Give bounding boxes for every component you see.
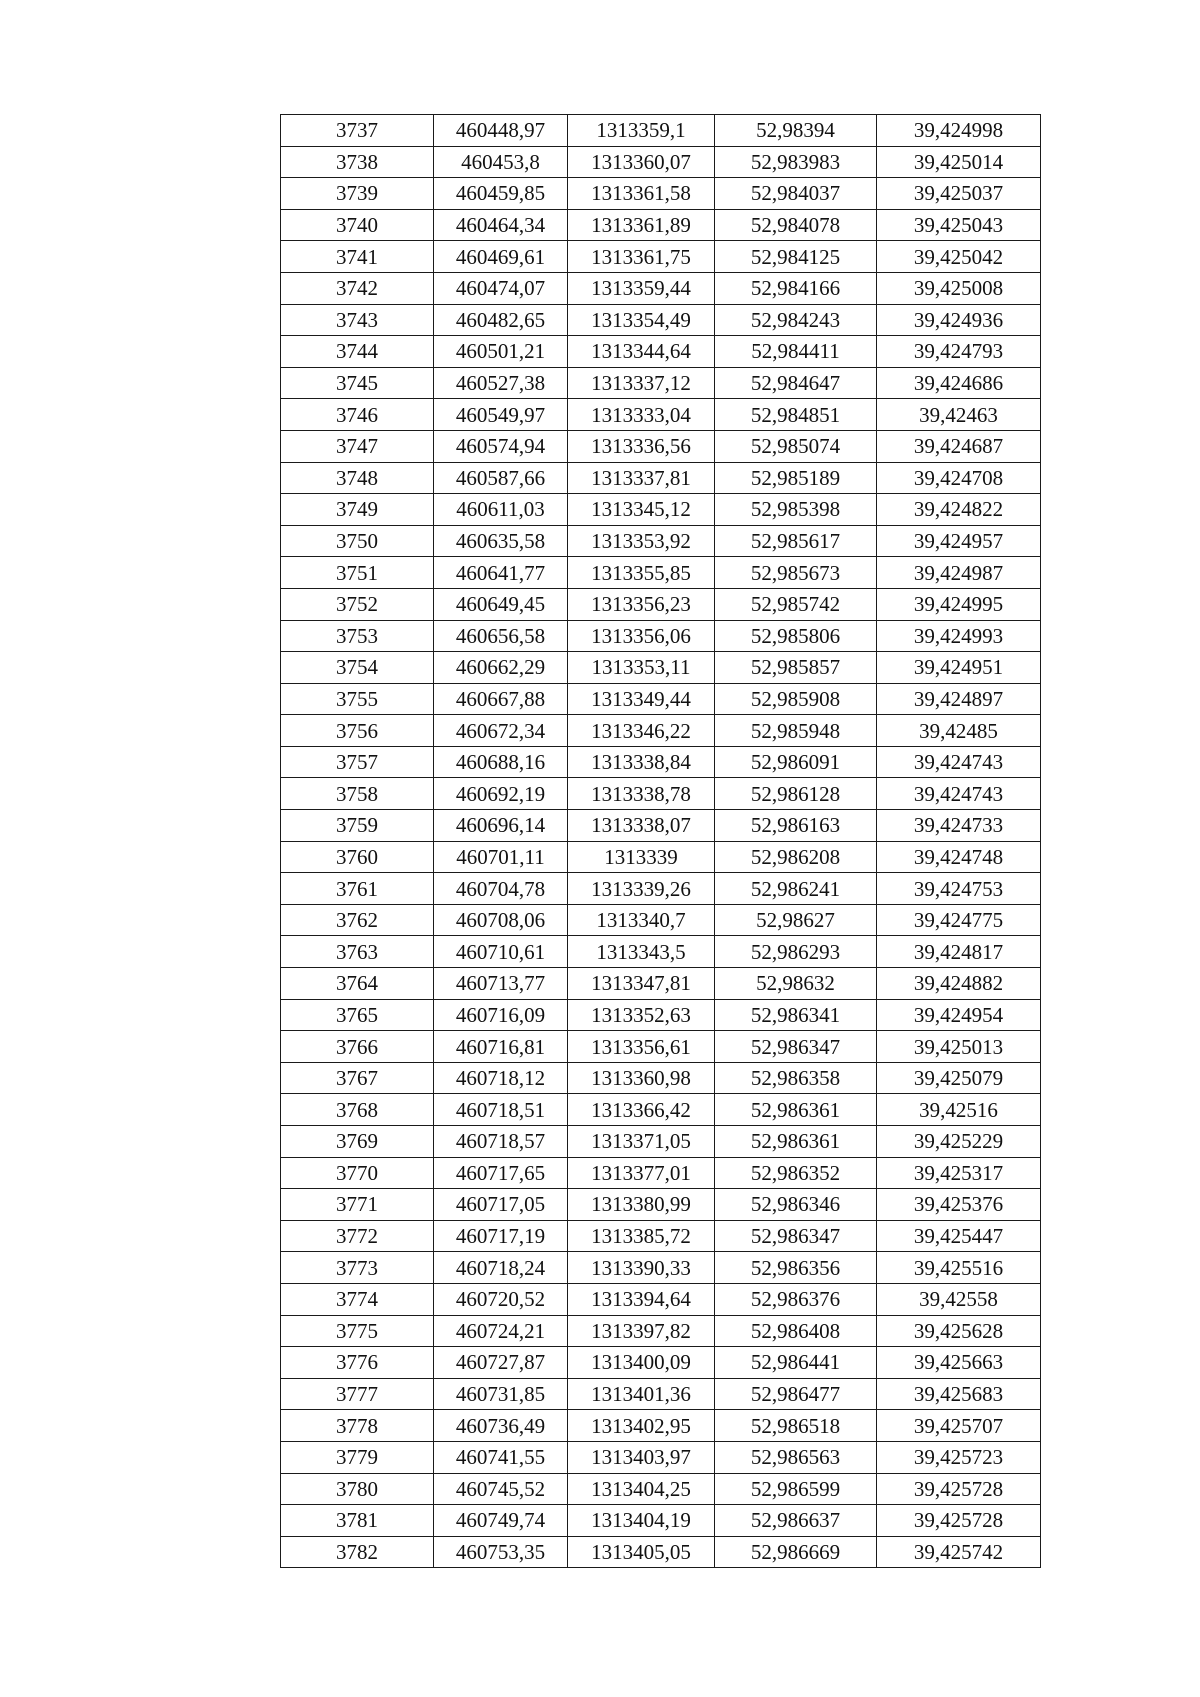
- point-number-cell: 3740: [281, 209, 434, 241]
- x-coordinate-cell: 460448,97: [434, 115, 568, 147]
- table-row: [281, 683, 1041, 715]
- longitude-cell: 39,425079: [877, 1062, 1041, 1094]
- latitude-cell: 52,984078: [715, 209, 877, 241]
- x-coordinate-cell: 460724,21: [434, 1315, 568, 1347]
- point-number-cell: 3744: [281, 336, 434, 368]
- latitude-cell: 52,98627: [715, 904, 877, 936]
- x-coordinate-cell: 460718,12: [434, 1062, 568, 1094]
- x-coordinate-cell: 460662,29: [434, 652, 568, 684]
- longitude-cell: 39,425447: [877, 1220, 1041, 1252]
- point-number-cell: 3742: [281, 272, 434, 304]
- x-coordinate-cell: 460672,34: [434, 715, 568, 747]
- latitude-cell: 52,986208: [715, 841, 877, 873]
- longitude-cell: 39,425014: [877, 146, 1041, 178]
- point-number-cell: 3748: [281, 462, 434, 494]
- table-row: [281, 1315, 1041, 1347]
- longitude-cell: 39,424822: [877, 494, 1041, 526]
- latitude-cell: 52,984851: [715, 399, 877, 431]
- latitude-cell: 52,986361: [715, 1126, 877, 1158]
- x-coordinate-cell: 460710,61: [434, 936, 568, 968]
- y-coordinate-cell: 1313339,26: [568, 873, 715, 905]
- latitude-cell: 52,986091: [715, 746, 877, 778]
- table-row: [281, 494, 1041, 526]
- y-coordinate-cell: 1313385,72: [568, 1220, 715, 1252]
- y-coordinate-cell: 1313400,09: [568, 1347, 715, 1379]
- table-row: [281, 778, 1041, 810]
- table-row: [281, 1189, 1041, 1221]
- longitude-cell: 39,424936: [877, 304, 1041, 336]
- y-coordinate-cell: 1313361,58: [568, 178, 715, 210]
- x-coordinate-cell: 460667,88: [434, 683, 568, 715]
- point-number-cell: 3776: [281, 1347, 434, 1379]
- x-coordinate-cell: 460574,94: [434, 430, 568, 462]
- table-row: [281, 430, 1041, 462]
- latitude-cell: 52,986128: [715, 778, 877, 810]
- table-row: [281, 209, 1041, 241]
- latitude-cell: 52,985074: [715, 430, 877, 462]
- y-coordinate-cell: 1313371,05: [568, 1126, 715, 1158]
- point-number-cell: 3754: [281, 652, 434, 684]
- table-row: [281, 1062, 1041, 1094]
- x-coordinate-cell: 460741,55: [434, 1441, 568, 1473]
- y-coordinate-cell: 1313404,19: [568, 1505, 715, 1537]
- x-coordinate-cell: 460641,77: [434, 557, 568, 589]
- point-number-cell: 3774: [281, 1283, 434, 1315]
- longitude-cell: 39,424993: [877, 620, 1041, 652]
- longitude-cell: 39,425663: [877, 1347, 1041, 1379]
- x-coordinate-cell: 460549,97: [434, 399, 568, 431]
- point-number-cell: 3738: [281, 146, 434, 178]
- x-coordinate-cell: 460482,65: [434, 304, 568, 336]
- latitude-cell: 52,986637: [715, 1505, 877, 1537]
- longitude-cell: 39,425013: [877, 1031, 1041, 1063]
- table-row: [281, 525, 1041, 557]
- longitude-cell: 39,424817: [877, 936, 1041, 968]
- table-row: [281, 999, 1041, 1031]
- point-number-cell: 3767: [281, 1062, 434, 1094]
- y-coordinate-cell: 1313353,92: [568, 525, 715, 557]
- point-number-cell: 3761: [281, 873, 434, 905]
- y-coordinate-cell: 1313338,07: [568, 810, 715, 842]
- latitude-cell: 52,986441: [715, 1347, 877, 1379]
- y-coordinate-cell: 1313340,7: [568, 904, 715, 936]
- latitude-cell: 52,986347: [715, 1031, 877, 1063]
- y-coordinate-cell: 1313338,78: [568, 778, 715, 810]
- point-number-cell: 3763: [281, 936, 434, 968]
- longitude-cell: 39,425042: [877, 241, 1041, 273]
- y-coordinate-cell: 1313344,64: [568, 336, 715, 368]
- point-number-cell: 3782: [281, 1536, 434, 1568]
- latitude-cell: 52,986163: [715, 810, 877, 842]
- x-coordinate-cell: 460635,58: [434, 525, 568, 557]
- x-coordinate-cell: 460753,35: [434, 1536, 568, 1568]
- latitude-cell: 52,986376: [715, 1283, 877, 1315]
- longitude-cell: 39,424753: [877, 873, 1041, 905]
- table-row: [281, 367, 1041, 399]
- longitude-cell: 39,424987: [877, 557, 1041, 589]
- point-number-cell: 3749: [281, 494, 434, 526]
- x-coordinate-cell: 460474,07: [434, 272, 568, 304]
- y-coordinate-cell: 1313390,33: [568, 1252, 715, 1284]
- table-row: [281, 1094, 1041, 1126]
- table-row: [281, 115, 1041, 147]
- point-number-cell: 3755: [281, 683, 434, 715]
- x-coordinate-cell: 460469,61: [434, 241, 568, 273]
- y-coordinate-cell: 1313349,44: [568, 683, 715, 715]
- latitude-cell: 52,984647: [715, 367, 877, 399]
- longitude-cell: 39,424793: [877, 336, 1041, 368]
- longitude-cell: 39,424708: [877, 462, 1041, 494]
- table-row: [281, 841, 1041, 873]
- longitude-cell: 39,424957: [877, 525, 1041, 557]
- table-row: [281, 652, 1041, 684]
- latitude-cell: 52,985398: [715, 494, 877, 526]
- longitude-cell: 39,424743: [877, 778, 1041, 810]
- table-row: [281, 557, 1041, 589]
- y-coordinate-cell: 1313405,05: [568, 1536, 715, 1568]
- point-number-cell: 3771: [281, 1189, 434, 1221]
- x-coordinate-cell: 460720,52: [434, 1283, 568, 1315]
- y-coordinate-cell: 1313356,06: [568, 620, 715, 652]
- point-number-cell: 3752: [281, 588, 434, 620]
- longitude-cell: 39,425628: [877, 1315, 1041, 1347]
- table-row: [281, 715, 1041, 747]
- longitude-cell: 39,425317: [877, 1157, 1041, 1189]
- point-number-cell: 3781: [281, 1505, 434, 1537]
- latitude-cell: 52,986361: [715, 1094, 877, 1126]
- longitude-cell: 39,425742: [877, 1536, 1041, 1568]
- y-coordinate-cell: 1313402,95: [568, 1410, 715, 1442]
- table-row: [281, 588, 1041, 620]
- latitude-cell: 52,985857: [715, 652, 877, 684]
- table-row: [281, 1157, 1041, 1189]
- x-coordinate-cell: 460464,34: [434, 209, 568, 241]
- latitude-cell: 52,984125: [715, 241, 877, 273]
- longitude-cell: 39,425728: [877, 1505, 1041, 1537]
- y-coordinate-cell: 1313404,25: [568, 1473, 715, 1505]
- y-coordinate-cell: 1313401,36: [568, 1378, 715, 1410]
- x-coordinate-cell: 460717,19: [434, 1220, 568, 1252]
- x-coordinate-cell: 460716,09: [434, 999, 568, 1031]
- latitude-cell: 52,986518: [715, 1410, 877, 1442]
- table-row: [281, 1220, 1041, 1252]
- latitude-cell: 52,98632: [715, 968, 877, 1000]
- x-coordinate-cell: 460736,49: [434, 1410, 568, 1442]
- point-number-cell: 3743: [281, 304, 434, 336]
- latitude-cell: 52,985617: [715, 525, 877, 557]
- longitude-cell: 39,424951: [877, 652, 1041, 684]
- table-row: [281, 1536, 1041, 1568]
- latitude-cell: 52,983983: [715, 146, 877, 178]
- point-number-cell: 3760: [281, 841, 434, 873]
- longitude-cell: 39,424748: [877, 841, 1041, 873]
- longitude-cell: 39,42516: [877, 1094, 1041, 1126]
- point-number-cell: 3746: [281, 399, 434, 431]
- y-coordinate-cell: 1313356,23: [568, 588, 715, 620]
- latitude-cell: 52,985948: [715, 715, 877, 747]
- table-row: [281, 1126, 1041, 1158]
- y-coordinate-cell: 1313356,61: [568, 1031, 715, 1063]
- y-coordinate-cell: 1313394,64: [568, 1283, 715, 1315]
- point-number-cell: 3762: [281, 904, 434, 936]
- latitude-cell: 52,986346: [715, 1189, 877, 1221]
- point-number-cell: 3779: [281, 1441, 434, 1473]
- x-coordinate-cell: 460749,74: [434, 1505, 568, 1537]
- longitude-cell: 39,425723: [877, 1441, 1041, 1473]
- table-row: [281, 620, 1041, 652]
- latitude-cell: 52,986341: [715, 999, 877, 1031]
- y-coordinate-cell: 1313337,81: [568, 462, 715, 494]
- table-row: [281, 904, 1041, 936]
- x-coordinate-cell: 460727,87: [434, 1347, 568, 1379]
- y-coordinate-cell: 1313361,89: [568, 209, 715, 241]
- x-coordinate-cell: 460731,85: [434, 1378, 568, 1410]
- longitude-cell: 39,424897: [877, 683, 1041, 715]
- point-number-cell: 3745: [281, 367, 434, 399]
- latitude-cell: 52,986356: [715, 1252, 877, 1284]
- x-coordinate-cell: 460718,24: [434, 1252, 568, 1284]
- longitude-cell: 39,42558: [877, 1283, 1041, 1315]
- x-coordinate-cell: 460688,16: [434, 746, 568, 778]
- y-coordinate-cell: 1313333,04: [568, 399, 715, 431]
- longitude-cell: 39,424882: [877, 968, 1041, 1000]
- x-coordinate-cell: 460587,66: [434, 462, 568, 494]
- x-coordinate-cell: 460716,81: [434, 1031, 568, 1063]
- x-coordinate-cell: 460704,78: [434, 873, 568, 905]
- longitude-cell: 39,42463: [877, 399, 1041, 431]
- y-coordinate-cell: 1313339: [568, 841, 715, 873]
- y-coordinate-cell: 1313380,99: [568, 1189, 715, 1221]
- y-coordinate-cell: 1313338,84: [568, 746, 715, 778]
- x-coordinate-cell: 460501,21: [434, 336, 568, 368]
- x-coordinate-cell: 460708,06: [434, 904, 568, 936]
- table-row: [281, 304, 1041, 336]
- table-row: [281, 968, 1041, 1000]
- longitude-cell: 39,424954: [877, 999, 1041, 1031]
- point-number-cell: 3739: [281, 178, 434, 210]
- x-coordinate-cell: 460611,03: [434, 494, 568, 526]
- point-number-cell: 3764: [281, 968, 434, 1000]
- longitude-cell: 39,424733: [877, 810, 1041, 842]
- y-coordinate-cell: 1313397,82: [568, 1315, 715, 1347]
- point-number-cell: 3757: [281, 746, 434, 778]
- point-number-cell: 3769: [281, 1126, 434, 1158]
- longitude-cell: 39,425376: [877, 1189, 1041, 1221]
- x-coordinate-cell: 460717,05: [434, 1189, 568, 1221]
- x-coordinate-cell: 460718,51: [434, 1094, 568, 1126]
- y-coordinate-cell: 1313359,44: [568, 272, 715, 304]
- latitude-cell: 52,986477: [715, 1378, 877, 1410]
- x-coordinate-cell: 460656,58: [434, 620, 568, 652]
- latitude-cell: 52,984037: [715, 178, 877, 210]
- y-coordinate-cell: 1313403,97: [568, 1441, 715, 1473]
- point-number-cell: 3772: [281, 1220, 434, 1252]
- table-row: [281, 1410, 1041, 1442]
- point-number-cell: 3773: [281, 1252, 434, 1284]
- point-number-cell: 3758: [281, 778, 434, 810]
- point-number-cell: 3751: [281, 557, 434, 589]
- latitude-cell: 52,986352: [715, 1157, 877, 1189]
- x-coordinate-cell: 460713,77: [434, 968, 568, 1000]
- table-row: [281, 336, 1041, 368]
- latitude-cell: 52,985742: [715, 588, 877, 620]
- point-number-cell: 3756: [281, 715, 434, 747]
- x-coordinate-cell: 460696,14: [434, 810, 568, 842]
- latitude-cell: 52,986347: [715, 1220, 877, 1252]
- y-coordinate-cell: 1313359,1: [568, 115, 715, 147]
- latitude-cell: 52,985908: [715, 683, 877, 715]
- point-number-cell: 3747: [281, 430, 434, 462]
- x-coordinate-cell: 460649,45: [434, 588, 568, 620]
- longitude-cell: 39,424998: [877, 115, 1041, 147]
- table-row: [281, 1441, 1041, 1473]
- y-coordinate-cell: 1313336,56: [568, 430, 715, 462]
- y-coordinate-cell: 1313360,07: [568, 146, 715, 178]
- x-coordinate-cell: 460701,11: [434, 841, 568, 873]
- point-number-cell: 3753: [281, 620, 434, 652]
- longitude-cell: 39,424743: [877, 746, 1041, 778]
- table-row: [281, 1031, 1041, 1063]
- x-coordinate-cell: 460459,85: [434, 178, 568, 210]
- point-number-cell: 3737: [281, 115, 434, 147]
- coordinates-table: [280, 114, 1041, 1568]
- point-number-cell: 3768: [281, 1094, 434, 1126]
- latitude-cell: 52,986358: [715, 1062, 877, 1094]
- point-number-cell: 3759: [281, 810, 434, 842]
- point-number-cell: 3765: [281, 999, 434, 1031]
- longitude-cell: 39,425683: [877, 1378, 1041, 1410]
- y-coordinate-cell: 1313345,12: [568, 494, 715, 526]
- longitude-cell: 39,42485: [877, 715, 1041, 747]
- point-number-cell: 3777: [281, 1378, 434, 1410]
- y-coordinate-cell: 1313353,11: [568, 652, 715, 684]
- longitude-cell: 39,424686: [877, 367, 1041, 399]
- y-coordinate-cell: 1313346,22: [568, 715, 715, 747]
- point-number-cell: 3741: [281, 241, 434, 273]
- longitude-cell: 39,425516: [877, 1252, 1041, 1284]
- y-coordinate-cell: 1313343,5: [568, 936, 715, 968]
- longitude-cell: 39,425037: [877, 178, 1041, 210]
- latitude-cell: 52,986408: [715, 1315, 877, 1347]
- x-coordinate-cell: 460453,8: [434, 146, 568, 178]
- y-coordinate-cell: 1313355,85: [568, 557, 715, 589]
- y-coordinate-cell: 1313354,49: [568, 304, 715, 336]
- table-row: [281, 746, 1041, 778]
- table-row: [281, 241, 1041, 273]
- table-row: [281, 272, 1041, 304]
- longitude-cell: 39,425008: [877, 272, 1041, 304]
- y-coordinate-cell: 1313347,81: [568, 968, 715, 1000]
- table-row: [281, 146, 1041, 178]
- table-row: [281, 1252, 1041, 1284]
- x-coordinate-cell: 460745,52: [434, 1473, 568, 1505]
- latitude-cell: 52,986599: [715, 1473, 877, 1505]
- table-row: [281, 1378, 1041, 1410]
- latitude-cell: 52,986293: [715, 936, 877, 968]
- y-coordinate-cell: 1313337,12: [568, 367, 715, 399]
- y-coordinate-cell: 1313366,42: [568, 1094, 715, 1126]
- longitude-cell: 39,424775: [877, 904, 1041, 936]
- latitude-cell: 52,985806: [715, 620, 877, 652]
- y-coordinate-cell: 1313360,98: [568, 1062, 715, 1094]
- latitude-cell: 52,986241: [715, 873, 877, 905]
- latitude-cell: 52,984166: [715, 272, 877, 304]
- table-row: [281, 399, 1041, 431]
- point-number-cell: 3750: [281, 525, 434, 557]
- longitude-cell: 39,425229: [877, 1126, 1041, 1158]
- longitude-cell: 39,425043: [877, 209, 1041, 241]
- longitude-cell: 39,424995: [877, 588, 1041, 620]
- table-row: [281, 810, 1041, 842]
- table-row: [281, 462, 1041, 494]
- latitude-cell: 52,986669: [715, 1536, 877, 1568]
- table-row: [281, 936, 1041, 968]
- point-number-cell: 3770: [281, 1157, 434, 1189]
- x-coordinate-cell: 460527,38: [434, 367, 568, 399]
- longitude-cell: 39,425707: [877, 1410, 1041, 1442]
- latitude-cell: 52,986563: [715, 1441, 877, 1473]
- y-coordinate-cell: 1313352,63: [568, 999, 715, 1031]
- coordinates-table-body: [281, 115, 1041, 1568]
- latitude-cell: 52,98394: [715, 115, 877, 147]
- point-number-cell: 3766: [281, 1031, 434, 1063]
- table-row: [281, 1505, 1041, 1537]
- x-coordinate-cell: 460717,65: [434, 1157, 568, 1189]
- table-row: [281, 873, 1041, 905]
- longitude-cell: 39,425728: [877, 1473, 1041, 1505]
- point-number-cell: 3775: [281, 1315, 434, 1347]
- y-coordinate-cell: 1313377,01: [568, 1157, 715, 1189]
- x-coordinate-cell: 460718,57: [434, 1126, 568, 1158]
- table-row: [281, 1283, 1041, 1315]
- table-row: [281, 178, 1041, 210]
- point-number-cell: 3780: [281, 1473, 434, 1505]
- table-row: [281, 1347, 1041, 1379]
- table-row: [281, 1473, 1041, 1505]
- point-number-cell: 3778: [281, 1410, 434, 1442]
- latitude-cell: 52,985673: [715, 557, 877, 589]
- latitude-cell: 52,985189: [715, 462, 877, 494]
- longitude-cell: 39,424687: [877, 430, 1041, 462]
- latitude-cell: 52,984243: [715, 304, 877, 336]
- y-coordinate-cell: 1313361,75: [568, 241, 715, 273]
- x-coordinate-cell: 460692,19: [434, 778, 568, 810]
- latitude-cell: 52,984411: [715, 336, 877, 368]
